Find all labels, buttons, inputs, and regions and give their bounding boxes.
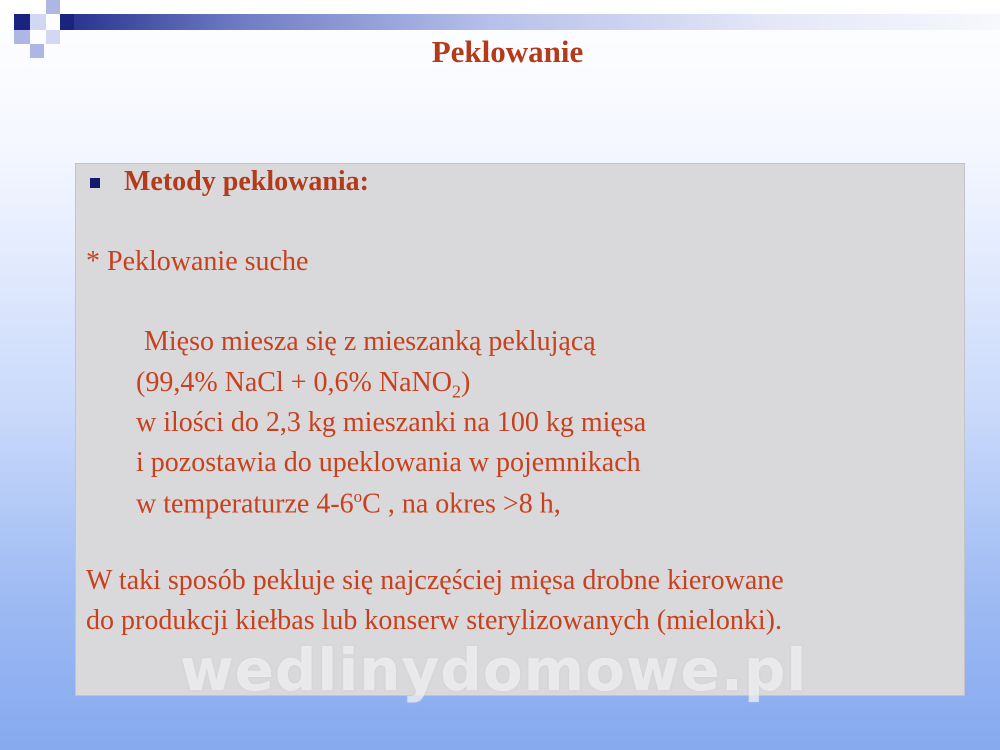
formula-text: (99,4% NaCl + 0,6% NaNO [136, 367, 452, 398]
decor-square [30, 14, 46, 30]
temperature-rest: C , na okres >8 h, [362, 488, 561, 520]
formula-line [136, 367, 470, 403]
body-line: i pozostawia do upeklowania w pojemnikach [136, 447, 641, 478]
conclusion-line: do produkcji kiełbas lub konserw sterylizowanych (mielonki). [86, 605, 782, 636]
conclusion-line: W taki sposób pekluje się najczęściej mięsa drobne kierowane [86, 565, 784, 596]
slide-title: Peklowanie [431, 34, 584, 69]
bullet-square-icon [90, 178, 100, 188]
formula-close: ) [460, 367, 471, 398]
body-line: Mięso miesza się z mieszanką peklującą [144, 326, 596, 357]
temperature-text: w temperaturze 4-6 [136, 488, 354, 520]
degree-superscript: o [353, 487, 363, 506]
formula-subscript: 2 [451, 381, 461, 402]
watermark: wedlinydomowe.pl [180, 636, 808, 704]
body-line: w ilości do 2,3 kg mieszanki na 100 kg mięsa [136, 407, 647, 438]
temperature-line [136, 487, 561, 520]
decor-square [46, 0, 60, 14]
methods-heading: Metody peklowania: [124, 166, 369, 197]
decor-square [60, 14, 74, 30]
header-bar [74, 14, 1000, 30]
content-panel [75, 163, 965, 696]
decor-square [14, 14, 30, 30]
dry-curing-heading: * Peklowanie suche [86, 246, 309, 277]
